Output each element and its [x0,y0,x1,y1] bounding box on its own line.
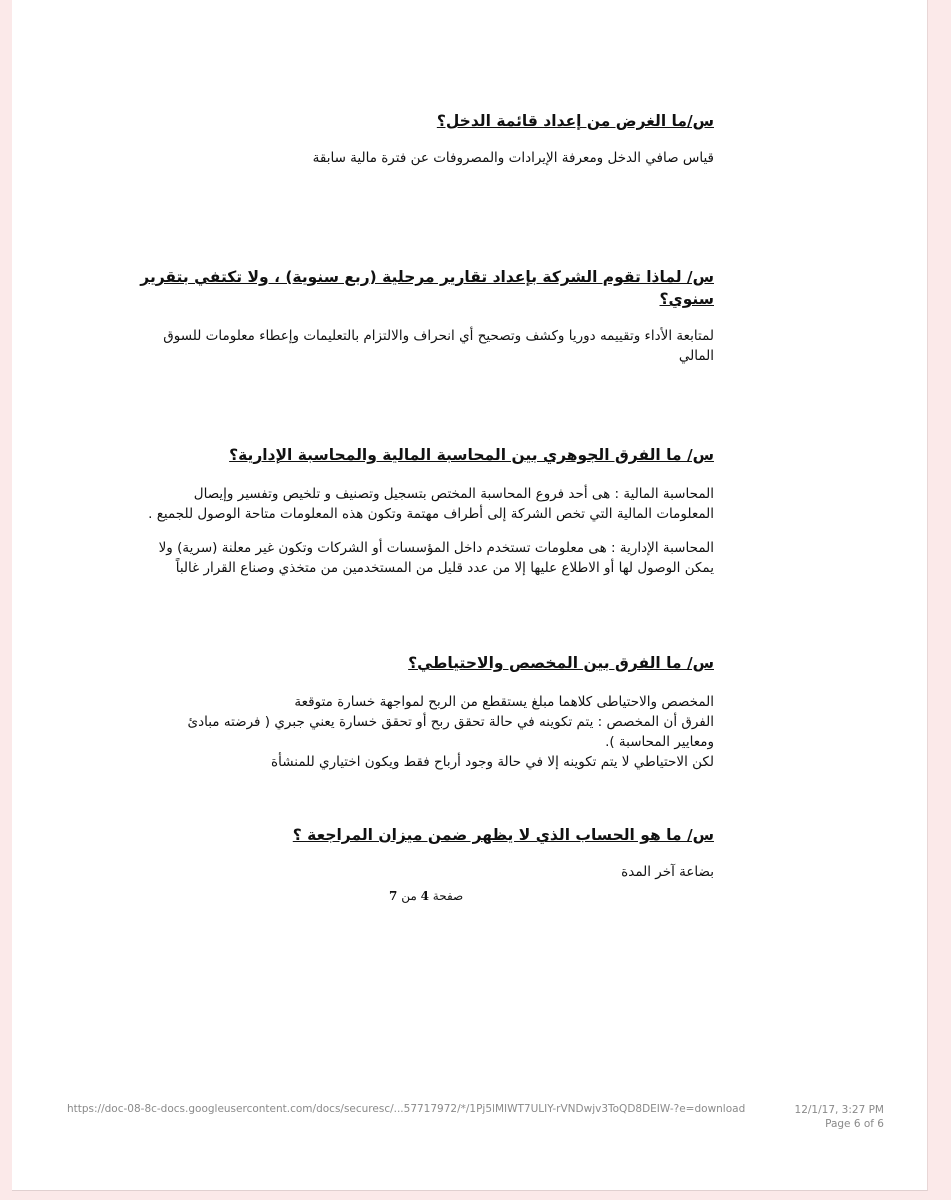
answer-line: المحاسبة الإدارية : هى معلومات تستخدم داخل المؤسسات أو الشركات وتكون غير معلنة (سرية) ولا [158,540,714,556]
answer-line: لمتابعة الأداء وتقييمه دوريا وكشف وتصحيح أي انحراف والالتزام بالتعليمات وإعطاء معلومات للسوق [163,328,714,344]
answer-line: المخصص والاحتياطى كلاهما مبلغ يستقطع من الربح لمواجهة خسارة متوقعة [294,694,714,710]
qa-section-3 [132,444,714,578]
page-number-total: 7 [389,889,398,903]
answer-text [132,326,714,366]
question-heading: س/ ما الفرق الجوهري بين المحاسبة المالية والمحاسبة الإدارية؟ [229,446,714,464]
answer-line: قياس صافي الدخل ومعرفة الإيرادات والمصروفات عن فترة مالية سابقة [312,150,714,166]
answer-line: المحاسبة المالية : هى أحد فروع المحاسبة المختص بتسجيل وتصنيف و تلخيص وتفسير وإيصال [193,486,714,502]
question-heading: س/ لماذا تقوم الشركة بإعداد تقارير مرحلية (ربع سنوية) ، ولا تكتفي بتقرير سنوي؟ [140,268,714,308]
question-heading: س/ ما هو الحساب الذي لا يظهر ضمن ميزان المراجعة ؟ [292,826,714,844]
answer-line: يمكن الوصول لها أو الاطلاع عليها إلا من عدد قليل من المستخدمين من متخذي وصناع القرار غالباً [175,560,714,576]
question-heading: س/ما الغرض من إعداد قائمة الدخل؟ [436,112,714,130]
qa-section-4 [132,652,714,772]
answer-line: بضاعة آخر المدة [621,864,714,880]
print-footer-datetime: 12/1/17, 3:27 PM [794,1104,884,1116]
answer-text [132,692,714,772]
answer-line: المعلومات المالية التي تخص الشركة إلى أطراف مهتمة وتكون هذه المعلومات متاحة الوصول للجميع . [148,506,714,522]
answer-line: لكن الاحتياطي لا يتم تكوينه إلا في حالة وجود أرباح فقط ويكون اختياري للمنشأة [271,754,714,770]
qa-section-2 [132,266,714,366]
print-footer-meta [794,1103,884,1131]
page-number-prefix: صفحة [432,889,464,903]
document-page [12,0,928,1191]
qa-section-5 [132,824,714,882]
page-number-current: 4 [420,889,429,903]
answer-line: المالي [678,348,714,364]
print-footer-url: https://doc-08-8c-docs.googleusercontent.com/docs/securesc/...57717972/*/1Pj5lMIWT7ULIY-rVNDwjv3ToQD8DEIW-?e=download [67,1103,746,1115]
print-footer-page: Page 6 of 6 [825,1118,884,1130]
answer-line: الفرق أن المخصص : يتم تكوينه في حالة تحقق ربح أو تحقق خسارة يعني جبري ( فرضته مبادئ [187,714,714,730]
answer-text [132,862,714,882]
answer-line: ومعايير المحاسبة ). [605,734,714,750]
answer-text [132,484,714,578]
qa-section-1 [132,110,714,168]
page-number-separator: من [401,889,417,903]
question-heading: س/ ما الفرق بين المخصص والاحتياطي؟ [408,654,714,672]
answer-text [132,148,714,168]
page-number [389,889,463,903]
